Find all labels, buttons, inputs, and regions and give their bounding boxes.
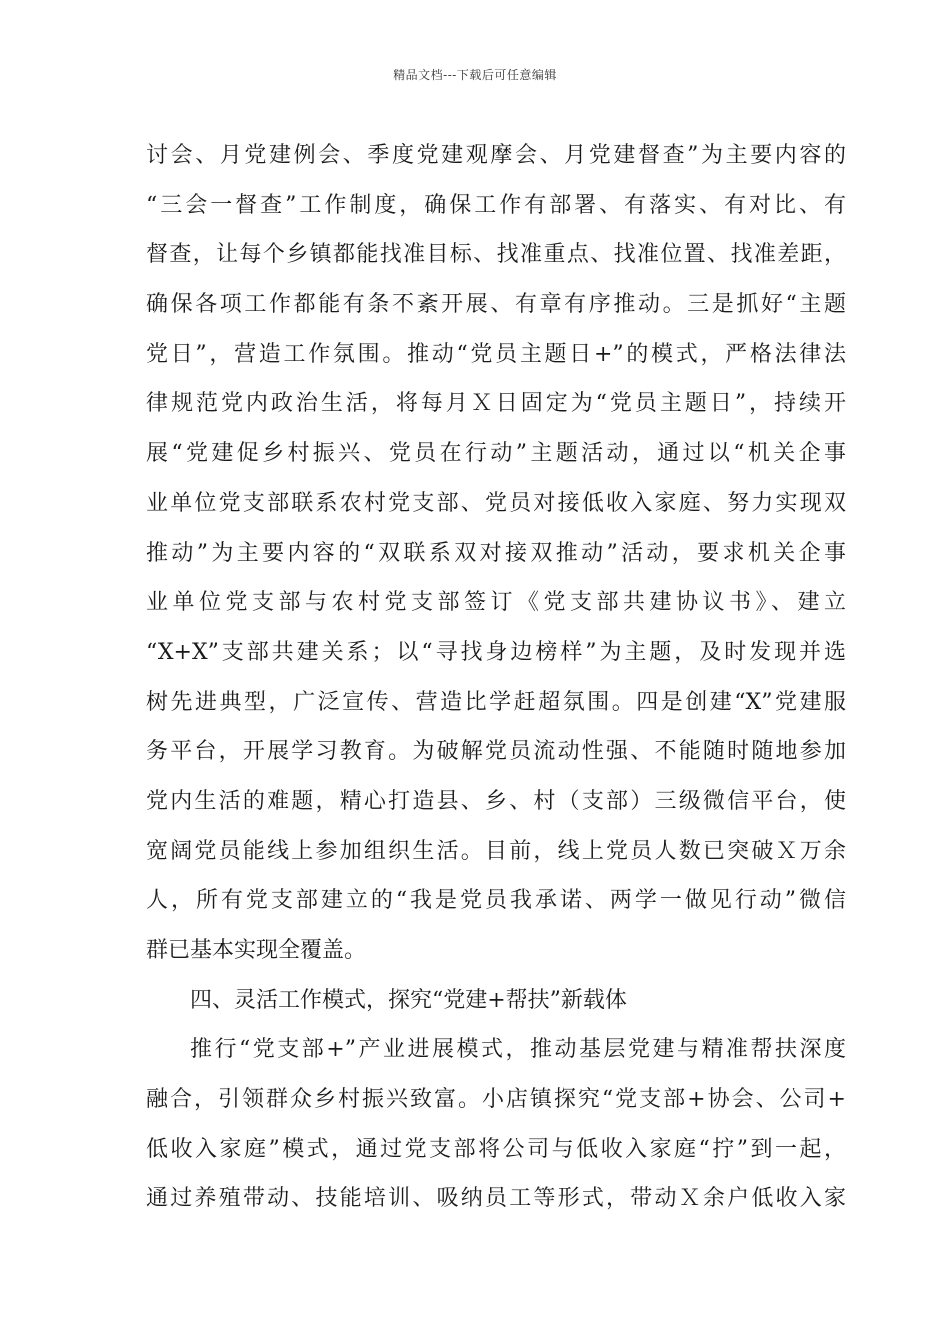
- text-line: 党日”，营造工作氛围。推动“党员主题日+”的模式，严格法律法: [146, 341, 846, 367]
- text-line: 通过养殖带动、技能培训、吸纳员工等形式，带动Ｘ余户低收入家: [146, 1186, 846, 1212]
- text-line: 督查，让每个乡镇都能找准目标、找准重点、找准位置、找准差距，: [146, 242, 846, 268]
- text-line: 融合，引领群众乡村振兴致富。小店镇探究“党支部+协会、公司+: [146, 1087, 846, 1113]
- text-line: 务平台，开展学习教育。为破解党员流动性强、不能随时随地参加: [146, 739, 846, 765]
- text-line: 业单位党支部与农村党支部签订《党支部共建协议书》、建立: [146, 590, 846, 616]
- text-line: 低收入家庭”模式，通过党支部将公司与低收入家庭“拧”到一起，: [146, 1136, 846, 1162]
- text-line: 业单位党支部联系农村党支部、党员对接低收入家庭、努力实现双: [146, 490, 846, 516]
- text-line: 党内生活的难题，精心打造县、乡、村（支部）三级微信平台，使: [146, 788, 846, 814]
- text-line: “三会一督查”工作制度，确保工作有部署、有落实、有对比、有: [146, 192, 846, 218]
- text-line: 推动”为主要内容的“双联系双对接双推动”活动，要求机关企事: [146, 540, 846, 566]
- section-heading: 四、灵活工作模式，探究“党建+帮扶”新载体: [190, 987, 627, 1013]
- text-line: 确保各项工作都能有条不紊开展、有章有序推动。三是抓好“主题: [146, 292, 846, 318]
- text-line: 推行“党支部+”产业进展模式，推动基层党建与精准帮扶深度: [190, 1037, 846, 1063]
- page-header: 精品文档---下载后可任意编辑: [393, 68, 557, 82]
- text-line: 群已基本实现全覆盖。: [146, 938, 367, 963]
- text-line: 讨会、月党建例会、季度党建观摩会、月党建督查”为主要内容的: [146, 143, 846, 168]
- text-line: 人，所有党支部建立的“我是党员我承诺、两学一做见行动”微信: [146, 888, 846, 914]
- text-line: 律规范党内政治生活，将每月Ｘ日固定为“党员主题日”，持续开: [146, 391, 846, 417]
- text-line: 宽阔党员能线上参加组织生活。目前，线上党员人数已突破Ｘ万余: [146, 838, 846, 864]
- text-line: 树先进典型，广泛宣传、营造比学赶超氛围。四是创建“X”党建服: [146, 689, 846, 715]
- text-line: 展“党建促乡村振兴、党员在行动”主题活动，通过以“机关企事: [146, 441, 846, 467]
- body-text: [146, 131, 846, 1224]
- text-line: “X+X”支部共建关系；以“寻找身边榜样”为主题，及时发现并选: [146, 639, 846, 665]
